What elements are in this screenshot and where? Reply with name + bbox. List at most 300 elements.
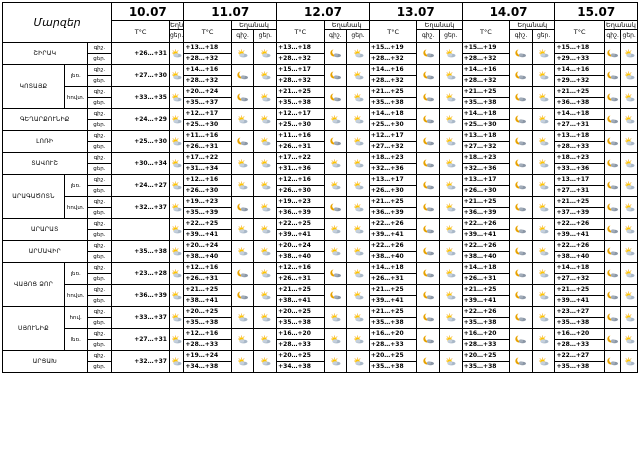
day-label: ցեր. — [87, 98, 112, 109]
sun-cloud-icon — [439, 197, 462, 219]
weather-header: Եղանակ — [231, 21, 276, 30]
temp-night: +21…+25 — [277, 87, 324, 98]
temp-day: +35…+38 — [555, 362, 604, 373]
moon-cloud-icon — [510, 307, 533, 329]
sun-cloud-icon — [347, 329, 370, 351]
sun-cloud-icon — [169, 65, 183, 87]
day-subheader: ցեր. — [347, 30, 370, 43]
temp-10-07 — [112, 219, 170, 241]
moon-cloud-icon — [231, 65, 254, 87]
moon-cloud-icon — [231, 197, 254, 219]
temp-day: +35…+38 — [462, 98, 509, 109]
night-label: գիշ. — [87, 351, 112, 362]
region-subarea: հովտ. — [64, 197, 87, 219]
sun-cloud-icon — [254, 175, 277, 197]
moon-cloud-icon — [417, 175, 440, 197]
temp-day: +35…+38 — [369, 362, 416, 373]
moon-cloud-icon — [417, 153, 440, 175]
moon-cloud-icon — [510, 87, 533, 109]
temp-night: +14…+18 — [369, 263, 416, 274]
temp-night: +22…+26 — [555, 219, 604, 230]
temp-night: +20…+25 — [462, 351, 509, 362]
sun-cloud-icon — [231, 329, 254, 351]
temp-night: +22…+25 — [277, 219, 324, 230]
temp-night: +15…+19 — [462, 43, 509, 54]
sun-cloud-icon — [324, 175, 347, 197]
moon-cloud-icon — [417, 87, 440, 109]
day-label: ցեր. — [87, 252, 112, 263]
temp-night: +22…+25 — [184, 219, 231, 230]
moon-cloud-icon — [604, 43, 620, 65]
region-name: ՇԻՐԱԿ — [3, 43, 88, 65]
temp-day: +28…+33 — [462, 340, 509, 351]
day-label: ցեր. — [87, 362, 112, 373]
moon-cloud-icon — [417, 43, 440, 65]
temp-day: +26…+30 — [462, 186, 509, 197]
moon-cloud-icon — [417, 131, 440, 153]
temp-night: +22…+26 — [369, 241, 416, 252]
temp-header: T°C — [184, 21, 231, 43]
sun-cloud-icon — [347, 65, 370, 87]
temp-night: +13…+18 — [277, 43, 324, 54]
temp-day: +26…+30 — [369, 186, 416, 197]
sun-cloud-icon — [254, 43, 277, 65]
temp-night: +12…+16 — [184, 329, 231, 340]
moon-cloud-icon — [510, 153, 533, 175]
temp-day: +39…+41 — [555, 296, 604, 307]
sun-cloud-icon — [439, 175, 462, 197]
temp-day: +31…+34 — [184, 164, 231, 175]
moon-cloud-icon — [417, 65, 440, 87]
sun-cloud-icon — [532, 109, 555, 131]
region-name: ԱՐՑԱԽ — [3, 351, 88, 373]
temp-day: +28…+33 — [555, 142, 604, 153]
temp-day: +31…+36 — [277, 164, 324, 175]
night-label: գիշ. — [87, 65, 112, 76]
temp-day: +35…+38 — [555, 318, 604, 329]
region-row-night — [3, 43, 638, 54]
temp-10-07: +36…+39 — [112, 285, 170, 307]
night-label: գիշ. — [87, 197, 112, 208]
temp-night: +21…+25 — [462, 285, 509, 296]
date-header-3: 12.07 — [277, 3, 370, 21]
sun-cloud-icon — [254, 351, 277, 373]
night-label: գիշ. — [87, 263, 112, 274]
temp-10-07: +35…+38 — [112, 241, 170, 263]
moon-cloud-icon — [324, 285, 347, 307]
region-row-night — [3, 131, 638, 142]
temp-day: +28…+32 — [184, 76, 231, 87]
sun-cloud-icon — [347, 153, 370, 175]
sun-cloud-icon — [254, 219, 277, 241]
sun-cloud-icon — [621, 65, 638, 87]
temp-10-07: +32…+37 — [112, 197, 170, 219]
moon-cloud-icon — [510, 175, 533, 197]
temp-day: +26…+30 — [277, 186, 324, 197]
temp-night: +13…+17 — [369, 175, 416, 186]
sun-cloud-icon — [621, 263, 638, 285]
temp-day: +28…+33 — [277, 340, 324, 351]
sun-cloud-icon — [169, 307, 183, 329]
region-row-night — [3, 175, 638, 186]
region-name: ԳԵՂԱՐՔՈՒՆԻՔ — [3, 109, 88, 131]
sun-cloud-icon — [532, 285, 555, 307]
sun-cloud-icon — [621, 329, 638, 351]
sun-cloud-icon — [254, 263, 277, 285]
sun-cloud-icon — [621, 351, 638, 373]
region-row-night — [3, 285, 638, 296]
temp-night: +19…+23 — [277, 197, 324, 208]
moon-cloud-icon — [231, 285, 254, 307]
sun-cloud-icon — [347, 307, 370, 329]
temp-day: +33…+36 — [555, 164, 604, 175]
region-row-night — [3, 329, 638, 340]
temp-day: +28…+32 — [277, 76, 324, 87]
temp-night: +20…+24 — [184, 241, 231, 252]
temp-header: T°C — [462, 21, 509, 43]
moon-cloud-icon — [324, 197, 347, 219]
temp-day: +35…+38 — [277, 98, 324, 109]
sun-cloud-icon — [532, 263, 555, 285]
region-name: ՎԱՅՈՑ ՁՈՐ — [3, 263, 65, 307]
temp-day: +26…+30 — [184, 186, 231, 197]
sun-cloud-icon — [439, 109, 462, 131]
sun-cloud-icon — [347, 263, 370, 285]
sun-cloud-icon — [532, 197, 555, 219]
sun-cloud-icon — [439, 87, 462, 109]
region-subarea: հով. — [64, 307, 87, 329]
temp-night: +21…+25 — [555, 285, 604, 296]
region-row-night — [3, 307, 638, 318]
sun-cloud-icon — [324, 153, 347, 175]
temp-night: +12…+16 — [184, 175, 231, 186]
sun-cloud-icon — [169, 219, 183, 241]
temp-day: +27…+32 — [462, 142, 509, 153]
moon-cloud-icon — [604, 109, 620, 131]
sun-cloud-icon — [231, 241, 254, 263]
sun-cloud-icon — [621, 219, 638, 241]
sun-cloud-icon — [532, 241, 555, 263]
temp-night: +12…+16 — [184, 263, 231, 274]
day-label: ցեր. — [87, 340, 112, 351]
temp-night: +20…+24 — [277, 241, 324, 252]
temp-day: +27…+32 — [369, 142, 416, 153]
day-label: ցեր. — [87, 296, 112, 307]
day-subheader: ցեր. — [439, 30, 462, 43]
temp-day: +32…+36 — [369, 164, 416, 175]
sun-cloud-icon — [169, 263, 183, 285]
region-row-night — [3, 153, 638, 164]
moon-cloud-icon — [604, 131, 620, 153]
temp-day: +26…+31 — [462, 274, 509, 285]
temp-day: +39…+41 — [369, 230, 416, 241]
sun-cloud-icon — [621, 197, 638, 219]
temp-day: +28…+32 — [462, 76, 509, 87]
moon-cloud-icon — [604, 351, 620, 373]
temp-day: +28…+32 — [277, 54, 324, 65]
temp-10-07: +27…+30 — [112, 65, 170, 87]
temp-day: +36…+39 — [369, 208, 416, 219]
temp-day: +28…+32 — [184, 54, 231, 65]
moon-cloud-icon — [510, 219, 533, 241]
temp-night: +21…+25 — [369, 285, 416, 296]
temp-10-07: +24…+27 — [112, 175, 170, 197]
temp-night: +13…+18 — [555, 131, 604, 142]
temp-day: +27…+32 — [555, 274, 604, 285]
sun-cloud-icon — [169, 241, 183, 263]
sun-cloud-icon — [254, 87, 277, 109]
temp-day: +36…+39 — [277, 208, 324, 219]
day-subheader: ցեր. — [621, 30, 638, 43]
temp-day: +26…+31 — [184, 142, 231, 153]
temp-night: +14…+16 — [184, 65, 231, 76]
sun-cloud-icon — [347, 197, 370, 219]
temp-day: +28…+33 — [369, 340, 416, 351]
temp-day: +25…+30 — [369, 120, 416, 131]
moon-cloud-icon — [510, 43, 533, 65]
moon-cloud-icon — [510, 329, 533, 351]
temp-night: +21…+25 — [462, 87, 509, 98]
sun-cloud-icon — [621, 241, 638, 263]
temp-day: +35…+39 — [184, 208, 231, 219]
temp-night: +15…+19 — [369, 43, 416, 54]
temp-day: +39…+41 — [555, 230, 604, 241]
sun-cloud-icon — [532, 329, 555, 351]
region-row-night — [3, 65, 638, 76]
day-label: ցեր. — [87, 230, 112, 241]
temp-day: +34…+38 — [277, 362, 324, 373]
sun-cloud-icon — [169, 43, 183, 65]
temp-night: +13…+17 — [462, 175, 509, 186]
moon-cloud-icon — [604, 263, 620, 285]
temp-day: +37…+39 — [555, 208, 604, 219]
temp-day: +26…+31 — [277, 274, 324, 285]
sun-cloud-icon — [347, 241, 370, 263]
day-label: ցեր. — [87, 120, 112, 131]
temp-day: +36…+38 — [555, 98, 604, 109]
region-name: ԱՐՄԱՎԻՐ — [3, 241, 88, 263]
temp-day: +25…+30 — [277, 120, 324, 131]
moon-cloud-icon — [604, 197, 620, 219]
temp-day: +38…+41 — [277, 296, 324, 307]
region-name: ԿՈՏԱՅՔ — [3, 65, 65, 109]
moon-cloud-icon — [231, 87, 254, 109]
sun-cloud-icon — [621, 175, 638, 197]
temp-day: +26…+31 — [369, 274, 416, 285]
night-subheader: գիշ. — [324, 30, 347, 43]
sun-cloud-icon — [254, 197, 277, 219]
weather-header: Եղն — [170, 21, 184, 29]
sun-cloud-icon — [324, 329, 347, 351]
temp-day: +25…+30 — [184, 120, 231, 131]
temp-header: T°C — [277, 21, 324, 43]
moon-cloud-icon — [324, 131, 347, 153]
sun-cloud-icon — [439, 263, 462, 285]
temp-night: +22…+26 — [369, 219, 416, 230]
temp-day: +27…+31 — [555, 120, 604, 131]
region-subarea: լեռ. — [64, 175, 87, 197]
sun-cloud-icon — [169, 351, 183, 373]
temp-day: +38…+40 — [369, 252, 416, 263]
day-label: ցեր. — [87, 164, 112, 175]
sun-cloud-icon — [347, 131, 370, 153]
moon-cloud-icon — [604, 329, 620, 351]
regions-header: Մարզեր — [3, 3, 112, 43]
moon-cloud-icon — [231, 263, 254, 285]
temp-day: +28…+32 — [369, 76, 416, 87]
temp-night: +12…+16 — [277, 263, 324, 274]
sun-cloud-icon — [169, 131, 183, 153]
sun-cloud-icon — [532, 175, 555, 197]
temp-night: +16…+20 — [462, 329, 509, 340]
sun-cloud-icon — [169, 87, 183, 109]
temp-night: +22…+26 — [462, 241, 509, 252]
temp-day: +38…+40 — [184, 252, 231, 263]
sun-cloud-icon — [532, 307, 555, 329]
sun-cloud-icon — [254, 131, 277, 153]
temp-night: +11…+16 — [277, 131, 324, 142]
sun-cloud-icon — [439, 131, 462, 153]
sun-cloud-icon — [532, 65, 555, 87]
temp-day: +39…+41 — [184, 230, 231, 241]
temp-night: +19…+23 — [184, 197, 231, 208]
temp-day: +35…+38 — [369, 318, 416, 329]
sun-cloud-icon — [439, 153, 462, 175]
region-name: ԼՈՌԻ — [3, 131, 88, 153]
temp-night: +21…+25 — [369, 87, 416, 98]
moon-cloud-icon — [604, 219, 620, 241]
sun-cloud-icon — [621, 153, 638, 175]
temp-day: +36…+39 — [462, 208, 509, 219]
sun-cloud-icon — [254, 153, 277, 175]
temp-day: +35…+37 — [184, 98, 231, 109]
sun-cloud-icon — [532, 131, 555, 153]
temp-header: T°C — [555, 21, 604, 43]
moon-cloud-icon — [417, 197, 440, 219]
night-label: գիշ. — [87, 285, 112, 296]
moon-cloud-icon — [604, 307, 620, 329]
sun-cloud-icon — [439, 241, 462, 263]
temp-day: +39…+41 — [277, 230, 324, 241]
sun-cloud-icon — [621, 87, 638, 109]
temp-night: +12…+17 — [369, 131, 416, 142]
day-label: ցեր. — [87, 186, 112, 197]
night-label: գիշ. — [87, 87, 112, 98]
temp-day: +29…+32 — [555, 76, 604, 87]
sun-cloud-icon — [532, 153, 555, 175]
night-label: գիշ. — [87, 175, 112, 186]
temp-day: +38…+40 — [462, 252, 509, 263]
region-name: ԱՐԱԳԱԾՈՏՆ — [3, 175, 65, 219]
moon-cloud-icon — [417, 307, 440, 329]
moon-cloud-icon — [417, 351, 440, 373]
moon-cloud-icon — [510, 65, 533, 87]
sun-cloud-icon — [254, 329, 277, 351]
temp-night: +15…+17 — [277, 65, 324, 76]
temp-10-07: +33…+35 — [112, 87, 170, 109]
sun-cloud-icon — [169, 329, 183, 351]
temp-night: +20…+25 — [369, 351, 416, 362]
moon-cloud-icon — [417, 285, 440, 307]
temp-day: +25…+30 — [462, 120, 509, 131]
sun-cloud-icon — [532, 351, 555, 373]
sun-cloud-icon — [254, 307, 277, 329]
temp-night: +14…+18 — [369, 109, 416, 120]
night-label: գիշ. — [87, 219, 112, 230]
sun-cloud-icon — [532, 219, 555, 241]
night-subheader: գիշ. — [510, 30, 533, 43]
night-label: գիշ. — [87, 43, 112, 54]
temp-day: +35…+38 — [369, 98, 416, 109]
temp-10-07: +27…+31 — [112, 329, 170, 351]
temp-night: +15…+18 — [555, 43, 604, 54]
temp-night: +13…+18 — [184, 43, 231, 54]
temp-header: T°C — [112, 21, 170, 43]
sun-cloud-icon — [621, 131, 638, 153]
date-header-5: 14.07 — [462, 3, 555, 21]
temp-night: +14…+18 — [462, 263, 509, 274]
sun-cloud-icon — [621, 109, 638, 131]
day-label: ցեր. — [87, 274, 112, 285]
temp-night: +21…+25 — [184, 285, 231, 296]
day-subheader: ցեր. — [169, 30, 183, 43]
sun-cloud-icon — [169, 109, 183, 131]
sun-cloud-icon — [347, 87, 370, 109]
temp-day: +38…+40 — [555, 252, 604, 263]
temp-night: +22…+27 — [555, 351, 604, 362]
day-subheader: ցեր. — [254, 30, 277, 43]
region-row-night — [3, 263, 638, 274]
region-subarea: լեռ. — [64, 263, 87, 285]
temp-night: +14…+18 — [555, 109, 604, 120]
temp-10-07: +26…+31 — [112, 43, 170, 65]
temp-day: +38…+41 — [184, 296, 231, 307]
date-header-4: 13.07 — [369, 3, 462, 21]
temp-day: +35…+38 — [462, 318, 509, 329]
temp-night: +17…+22 — [184, 153, 231, 164]
night-label: գիշ. — [87, 241, 112, 252]
region-row-night — [3, 197, 638, 208]
sun-cloud-icon — [439, 219, 462, 241]
region-row-night — [3, 241, 638, 252]
temp-day: +35…+38 — [184, 318, 231, 329]
sun-cloud-icon — [324, 241, 347, 263]
sun-cloud-icon — [347, 285, 370, 307]
sun-cloud-icon — [347, 219, 370, 241]
region-row-night — [3, 351, 638, 362]
moon-cloud-icon — [231, 131, 254, 153]
day-subheader: ցեր. — [532, 30, 555, 43]
night-label: գիշ. — [87, 329, 112, 340]
night-subheader: գիշ. — [604, 30, 620, 43]
temp-10-07: +24…+29 — [112, 109, 170, 131]
temp-night: +22…+26 — [462, 307, 509, 318]
temp-night: +20…+25 — [277, 351, 324, 362]
temp-night: +22…+26 — [555, 241, 604, 252]
temp-day: +29…+33 — [555, 54, 604, 65]
temp-day: +39…+41 — [462, 296, 509, 307]
moon-cloud-icon — [417, 219, 440, 241]
moon-cloud-icon — [417, 329, 440, 351]
sun-cloud-icon — [439, 285, 462, 307]
sun-cloud-icon — [324, 219, 347, 241]
sun-cloud-icon — [254, 285, 277, 307]
temp-day: +26…+31 — [184, 274, 231, 285]
sun-cloud-icon — [324, 109, 347, 131]
temp-10-07: +33…+37 — [112, 307, 170, 329]
region-name: ՍՅՈՒՆԻՔ — [3, 307, 65, 351]
temp-night: +21…+25 — [277, 285, 324, 296]
